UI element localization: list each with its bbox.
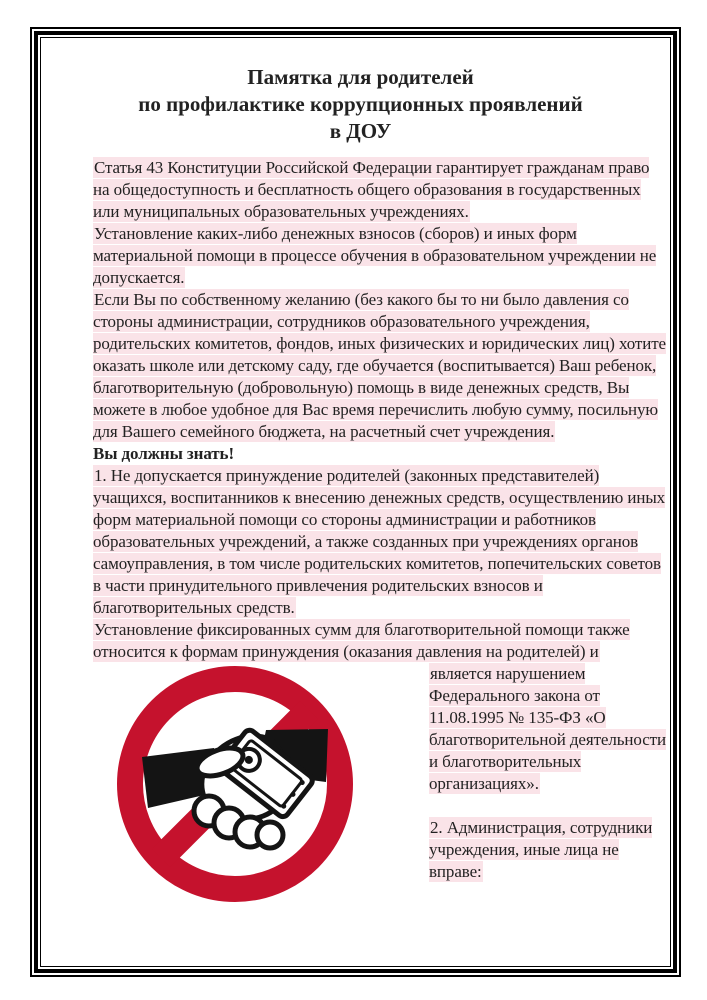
paragraph-voluntary-help [93,289,668,443]
paragraph-fixed-sums-text: Установление фиксированных сумм для благотворительной помощи также относится к формам принуждения (оказания давления на родителей) и [93,620,630,661]
wrapped-section [93,663,668,883]
no-bribery-icon [112,661,358,907]
decorative-frame-outer [30,27,681,977]
title-line-1: Памятка для родителей [247,65,474,89]
paragraph-administration-text: 2. Администрация, сотрудники учреждения, иные лица не вправе: [429,818,653,881]
paragraph-law-violation-text: является нарушением Федерального закона от 11.08.1995 № 135-ФЗ «О благотворительной деятельности и благотворительных организациях». [429,664,666,793]
title-line-2: по профилактике коррупционных проявлений [138,92,583,116]
paragraph-no-fees-text: Установление каких-либо денежных взносов (сборов) и иных форм материальной помощи в процессе обучения в образовательном учреждении не допускается. [93,224,657,287]
paragraph-no-fees [93,223,668,289]
paragraph-item-1 [93,465,668,619]
no-bribery-sign [93,663,429,911]
handshake-icon [142,728,328,848]
paragraph-constitution [93,157,668,223]
document-title [93,64,628,145]
title-line-3: в ДОУ [329,119,392,143]
paragraph-fixed-sums [93,619,668,663]
content-area [40,37,671,967]
decorative-frame-middle [34,31,677,973]
paragraph-voluntary-help-text: Если Вы по собственному желанию (без какого бы то ни было давления со стороны администрации, сотрудников образовательного учреждения, родительских комитетов, фондов, иных физических и юридических лиц) хотите оказать школе или детскому саду, где обучается (воспитывается) Ваш ребенок, благотворительную (добровольную) помощь в виде денежных средств, Вы можете в любое удобное для Вас время перечислить любую сумму, посильную для Вашего семейного бюджета, на расчетный счет учреждения. [93,290,666,441]
paragraph-constitution-text: Статья 43 Конституции Российской Федерации гарантирует гражданам право на общедоступность и бесплатность общего образования в государственных или муниципальных образовательных учреждениях. [93,158,650,221]
must-know-heading: Вы должны знать! [93,444,235,463]
paragraph-item-1-text: 1. Не допускается принуждение родителей (законных представителей) учащихся, воспитанников к внесению денежных средств, осуществлению иных форм материальной помощи со стороны администрации и работников образовательных учреждений, а также созданных при учреждениях органов самоуправления, в том числе родительских комитетов, попечительских советов в части принудительного привлечения родительских взносов и благотворительных средств. [93,466,666,617]
